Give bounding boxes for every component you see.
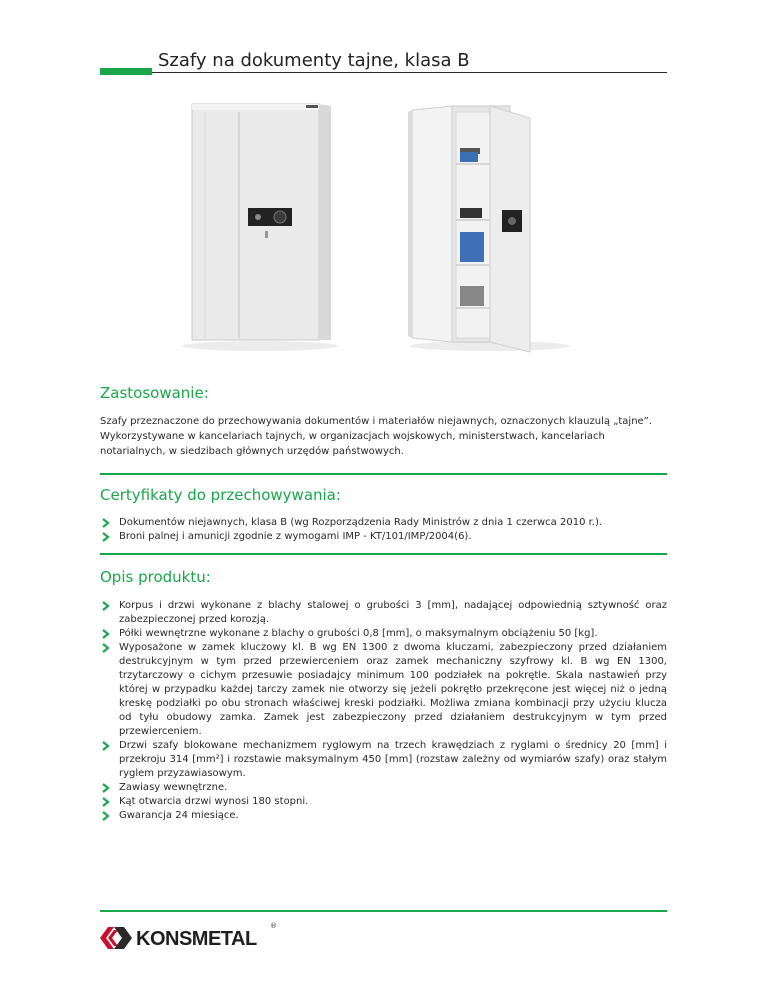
open-cabinet-image [408, 106, 570, 352]
page-header [100, 50, 667, 76]
footer-divider [100, 910, 667, 912]
chevron-right-icon [101, 783, 110, 793]
title-accent-bar [100, 68, 152, 75]
list-item-text: Kąt otwarcia drzwi wynosi 180 stopni. [119, 796, 309, 807]
title-underline [152, 72, 667, 73]
registered-mark: ® [270, 922, 277, 930]
chevron-right-icon [101, 811, 110, 821]
list-item-text: Półki wewnętrzne wykonane z blachy o grubości 0,8 [mm], o maksymalnym obciążeniu 50 [kg]. [119, 628, 598, 639]
list-item-text: Broni palnej i amunicji zgodnie z wymogami IMP - KT/101/IMP/2004(6). [119, 531, 472, 542]
section-certyfikaty [100, 486, 667, 544]
chevron-right-icon [101, 741, 110, 751]
section-divider [100, 553, 667, 555]
closed-cabinet-image [182, 104, 338, 351]
list-item [100, 739, 667, 781]
section-divider [100, 473, 667, 475]
konsmetal-logo [100, 920, 280, 956]
page-title: Szafy na dokumenty tajne, klasa B [158, 50, 470, 71]
list-item-text: Dokumentów niejawnych, klasa B (wg Rozporządzenia Rady Ministrów z dnia 1 czerwca 2010 r.). [119, 517, 603, 528]
konsmetal-logo-icon [100, 924, 132, 952]
list-item [100, 530, 667, 544]
section-heading-certyfikaty: Certyfikaty do przechowywania: [100, 486, 341, 504]
list-item [100, 516, 667, 530]
list-item [100, 641, 667, 739]
list-item [100, 795, 667, 809]
logo-text: KONSMETAL [136, 928, 257, 950]
chevron-right-icon [101, 518, 110, 528]
section-heading-opis: Opis produktu: [100, 568, 211, 586]
list-item-text: Korpus i drzwi wykonane z blachy stalowej o grubości 3 [mm], nadającej odpowiednią sztywność oraz zabezpieczonej przed korozją. [119, 600, 667, 625]
list-item-text: Drzwi szafy blokowane mechanizmem ryglowym na trzech krawędziach z ryglami o średnicy 20 [mm] i przekroju 314 [mm²] i rozstawie maksymalnym 450 [mm] (rozstaw zależny od wymiarów szafy) oraz stałym ryglem przyzawiasowym. [119, 740, 667, 779]
chevron-right-icon [101, 643, 110, 653]
chevron-right-icon [101, 629, 110, 639]
list-item-text: Zawiasy wewnętrzne. [119, 782, 228, 793]
list-item [100, 599, 667, 627]
section-zastosowanie [100, 384, 667, 459]
list-item [100, 809, 667, 823]
chevron-right-icon [101, 532, 110, 542]
chevron-right-icon [101, 601, 110, 611]
list-item [100, 627, 667, 641]
product-images [180, 100, 580, 362]
list-item-text: Gwarancja 24 miesiące. [119, 810, 239, 821]
list-item-text: Wyposażone w zamek kluczowy kl. B wg EN 1300 z dwoma kluczami, zabezpieczony przed działaniem destrukcyjnym w tym przed przewierceniem oraz zamek mechaniczny szyfrowy kl. B wg EN 1300, trzytarczowy o cichym przesuwie posiadajcy minimum 100 podziałek na pokrętle. Skala nastawień przy której w przypadku każdej tarczy zamek nie otworzy się jeżeli pokrętło przekręcone jest więcej niż o jedną kreskę podziałki po obu stronach właściwej kreski podziałki. Możliwa zmiana kombinacji przy użyciu klucza od tyłu obudowy zamka. Zamek jest zabezpieczony przed działaniem destrukcyjnym w tym przed przewierceniem. [119, 642, 667, 737]
section-opis-produktu [100, 568, 667, 823]
zastosowanie-text: Szafy przeznaczone do przechowywania dokumentów i materiałów niejawnych, oznaczonych klauzulą „tajne”. Wykorzystywane w kancelariach tajnych, w organizacjach wojskowych, ministerstwach, kancelariach notarialnych, w siedzibach głównych urzędów państwowych. [100, 416, 653, 457]
section-heading-zastosowanie: Zastosowanie: [100, 384, 209, 402]
list-item [100, 781, 667, 795]
chevron-right-icon [101, 797, 110, 807]
